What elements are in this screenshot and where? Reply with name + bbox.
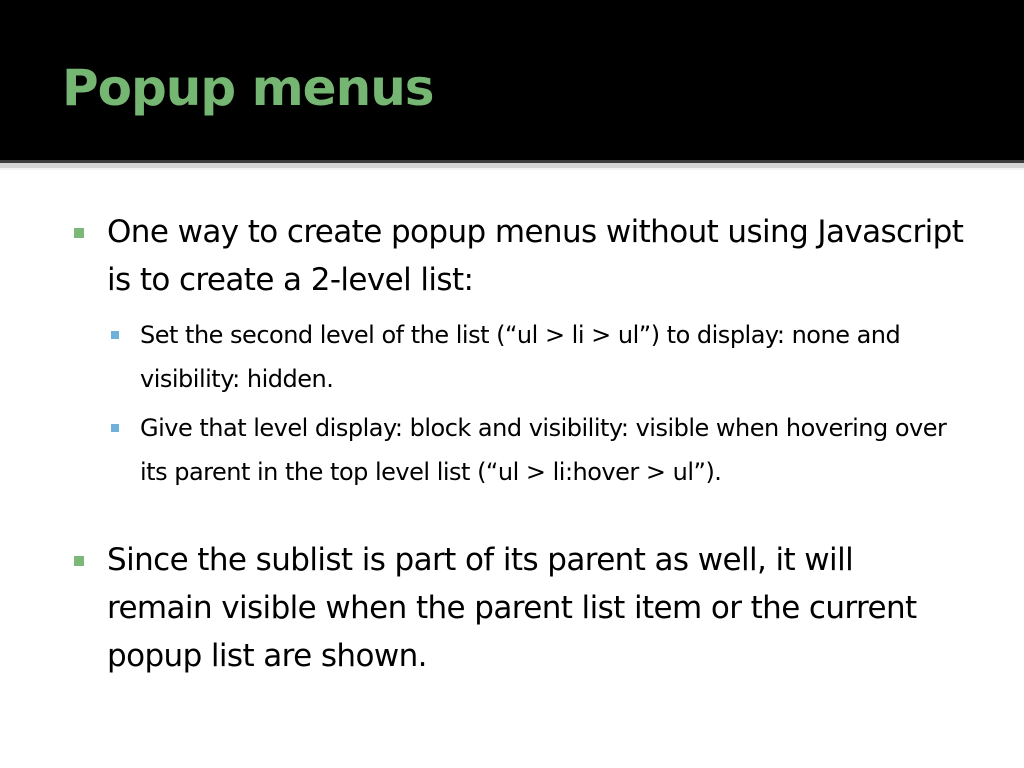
slide-title: Popup menus [62, 59, 434, 117]
title-divider-highlight [0, 168, 1024, 170]
bullet-text: Since the sublist is part of its parent as well, it will remain visible when the parent list item or the current popup list are shown. [107, 542, 917, 674]
sub-bullet-text: Give that level display: block and visibility: visible when hovering over its parent in the top level list (“ul > li:hover > ul”). [140, 414, 947, 486]
bullet-square-icon [74, 228, 84, 238]
bullet-square-icon [74, 556, 84, 566]
sub-bullet-text: Set the second level of the list (“ul > li > ul”) to display: none and visibility: hidden. [140, 321, 901, 393]
sub-bullet-square-icon [111, 424, 119, 432]
bullet-text: One way to create popup menus without using Javascript is to create a 2-level list: [107, 214, 964, 298]
sub-bullet-square-icon [111, 331, 119, 339]
title-bar [0, 0, 1024, 160]
